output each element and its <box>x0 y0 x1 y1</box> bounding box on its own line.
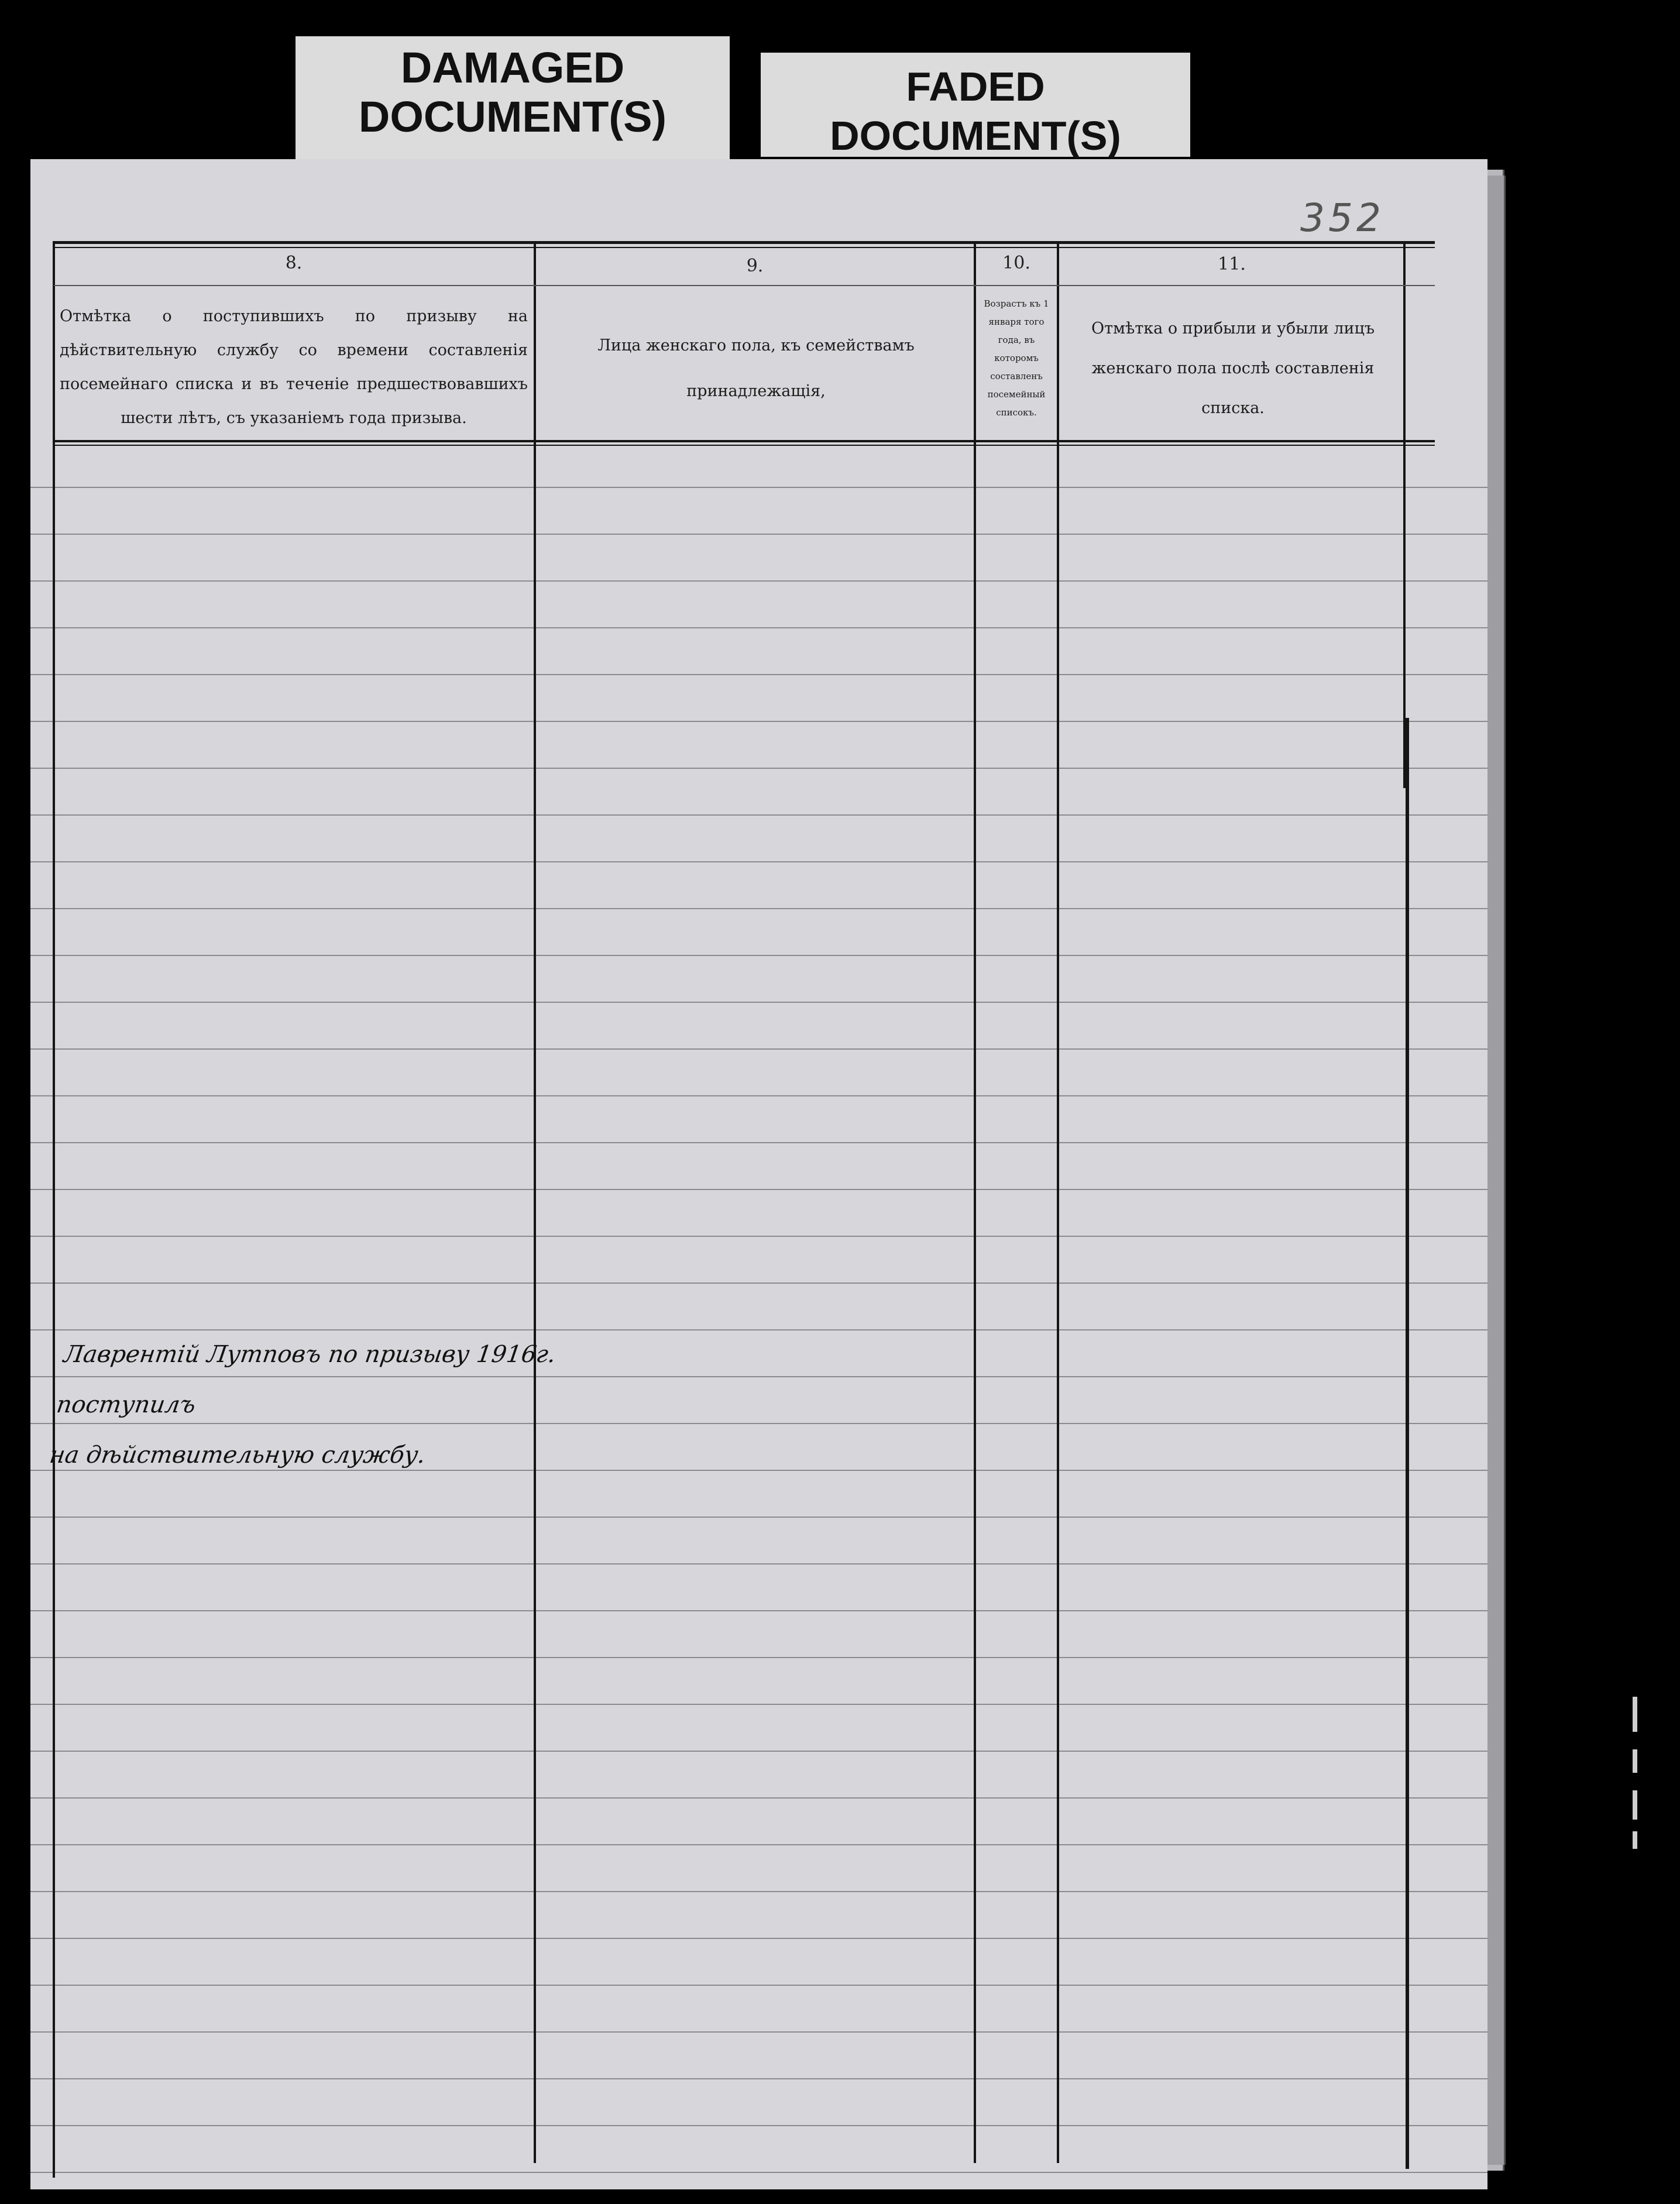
ruled-line <box>30 1563 1487 1565</box>
ruled-line <box>30 768 1487 769</box>
handwritten-entry <box>46 1329 576 1480</box>
table-top-border <box>54 241 1435 244</box>
ruled-line <box>30 1844 1487 1845</box>
ruled-line <box>30 534 1487 535</box>
ruled-line <box>30 721 1487 722</box>
ruled-line <box>30 580 1487 582</box>
margin-mark <box>1633 1790 1637 1820</box>
column-number-11: 11. <box>1218 254 1246 274</box>
ruled-line <box>30 814 1487 816</box>
register-page <box>30 159 1487 2189</box>
column-number-8: 8. <box>285 253 303 273</box>
column-border <box>53 241 55 2178</box>
column-header-8: Отмѣтка о поступившихъ по призыву на дѣйствительную службу со времени составленія посемейнаго списка и въ теченіе предшествовавшихъ шести лѣтъ, съ указаніемъ года призыва. <box>60 307 528 427</box>
column-border <box>1403 244 1406 788</box>
margin-mark <box>1633 1697 1637 1732</box>
header-separator <box>54 440 1435 442</box>
ruled-line <box>30 908 1487 909</box>
ruled-line <box>30 1985 1487 1986</box>
handwritten-line: на дѣйствительную службу. <box>47 1442 428 1469</box>
ruled-line <box>30 955 1487 956</box>
ruled-line <box>30 487 1487 488</box>
margin-mark <box>1633 1831 1637 1849</box>
column-border <box>1406 718 1409 2169</box>
ruled-line <box>30 1657 1487 1658</box>
ruled-line <box>30 1751 1487 1752</box>
number-row-separator <box>54 285 1435 286</box>
header-separator-inner <box>54 445 1435 446</box>
margin-mark <box>1633 1749 1637 1773</box>
ruled-line <box>30 1002 1487 1003</box>
ruled-line <box>30 1797 1487 1799</box>
column-border <box>1057 244 1059 2163</box>
ruled-line <box>30 2125 1487 2126</box>
page-number: 352 <box>1300 195 1384 240</box>
column-number-9: 9. <box>746 256 764 276</box>
column-header-11: Отмѣтка о прибыли и убыли лицъ женскаго пола послѣ составленія списка. <box>1091 319 1375 417</box>
column-header-10: Возрастъ къ 1 января того года, въ которомъ составленъ посемейный списокъ. <box>984 298 1049 418</box>
ruled-line <box>30 1938 1487 1939</box>
ruled-line <box>30 1189 1487 1190</box>
ruled-line <box>30 1517 1487 1518</box>
ruled-line <box>30 627 1487 628</box>
ruled-line <box>30 1282 1487 1284</box>
ruled-line <box>30 1610 1487 1611</box>
faded-document-label: FADED DOCUMENT(S) <box>830 64 1121 159</box>
ruled-line <box>30 1704 1487 1705</box>
ruled-line <box>30 1236 1487 1237</box>
table-top-border-inner <box>54 247 1435 248</box>
ruled-line <box>30 1891 1487 1892</box>
page-edge <box>1486 176 1506 2165</box>
ruled-line <box>30 1142 1487 1143</box>
ruled-line <box>30 674 1487 675</box>
ruled-line <box>30 2172 1487 2173</box>
handwritten-line: Лаврентій Лутповъ по призыву 1916г. поступилъ <box>54 1341 558 1418</box>
ruled-line <box>30 2078 1487 2079</box>
ruled-line <box>30 2031 1487 2033</box>
column-border <box>974 244 976 2163</box>
column-border <box>534 244 536 2163</box>
ruled-line <box>30 1048 1487 1050</box>
faded-document-tag <box>761 53 1190 157</box>
column-number-10: 10. <box>1002 253 1030 273</box>
column-header-9: Лица женскаго пола, къ семействамъ принадлежащія, <box>597 336 915 400</box>
ruled-line <box>30 861 1487 862</box>
ruled-line <box>30 1095 1487 1096</box>
damaged-document-tag: DAMAGED DOCUMENT(S) <box>296 36 730 165</box>
